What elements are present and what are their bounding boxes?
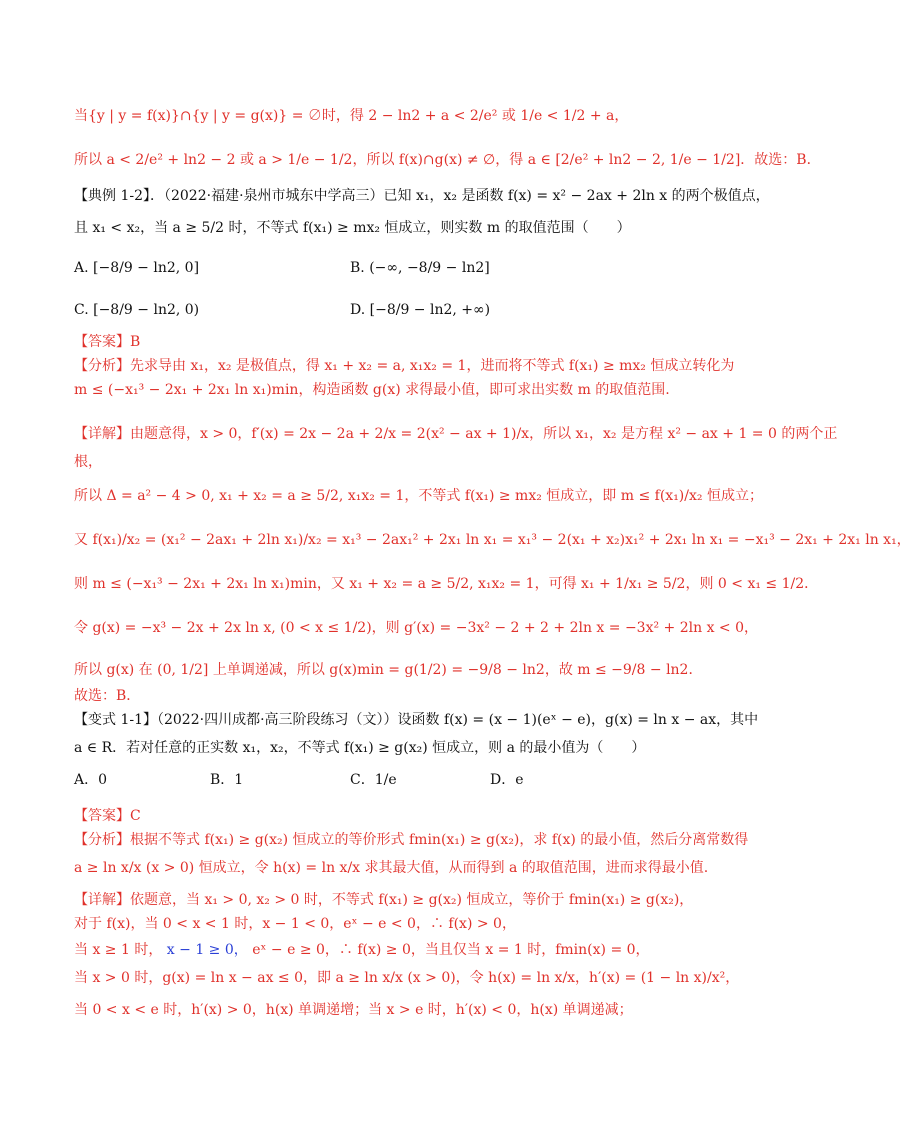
option-c: C. [−8/9 − ln2, 0) — [74, 302, 200, 318]
option-d: D. [−8/9 − ln2, +∞) — [350, 302, 491, 318]
detail-2-line-3-part-b: eˣ − e ≥ 0，∴ f(x) ≥ 0，当且仅当 x = 1 时，fmin(x) = 0， — [252, 942, 650, 958]
example-1-2-question: 且 x₁ < x₂，当 a ≥ 5/2 时，不等式 f(x₁) ≥ mx₂ 恒成立，则实数 m 的取值范围（ ） — [74, 220, 631, 236]
detail-2-line-4: 当 x > 0 时，g(x) = ln x − ax ≤ 0，即 a ≥ ln x/x (x > 0)，令 h(x) = ln x/x，h′(x) = (1 − ln x)/x²， — [74, 970, 740, 986]
detail-1-line-3: 所以 Δ = a² − 4 > 0, x₁ + x₂ = a ≥ 5/2, x₁x₂ = 1，不等式 f(x₁) ≥ mx₂ 恒成立，即 m ≤ f(x₁)/x₂ 恒成立； — [74, 488, 763, 504]
detail-1-line-7: 所以 g(x) 在 (0, 1/2] 上单调递减，所以 g(x)min = g(1/2) = −9/8 − ln2，故 m ≤ −9/8 − ln2． — [74, 662, 703, 678]
option-a: A．0 — [74, 772, 108, 788]
detail-1-line-5: 则 m ≤ (−x₁³ − 2x₁ + 2x₁ ln x₁)min，又 x₁ + x₂ = a ≥ 5/2, x₁x₂ = 1，可得 x₁ + 1/x₁ ≥ 5/2，则 0 < x₁ ≤ 1/2． — [74, 576, 819, 592]
analysis-2-line-1: 【分析】根据不等式 f(x₁) ≥ g(x₂) 恒成立的等价形式 fmin(x₁) ≥ g(x₂)，求 f(x) 的最小值，然后分离常数得 — [74, 832, 749, 848]
variation-1-1-question: a ∈ R．若对任意的正实数 x₁，x₂，不等式 f(x₁) ≥ g(x₂) 恒成立，则 a 的最小值为（ ） — [74, 740, 646, 756]
detail-2-line-3-part-a: 当 x ≥ 1 时， — [74, 942, 163, 958]
analysis-2-line-2: a ≥ ln x/x (x > 0) 恒成立，令 h(x) = ln x/x 求其最大值，从而得到 a 的取值范围，进而求得最小值. — [74, 860, 709, 876]
analysis-1-line-1: 【分析】先求导由 x₁，x₂ 是极值点，得 x₁ + x₂ = a, x₁x₂ = 1，进而将不等式 f(x₁) ≥ mx₂ 恒成立转化为 — [74, 358, 735, 374]
detail-1-line-2: 根， — [74, 454, 102, 470]
text-line-2: 所以 a < 2/e² + ln2 − 2 或 a > 1/e − 1/2，所以 f(x)∩g(x) ≠ ∅，得 a ∈ [2/e² + ln2 − 2, 1/e − 1/2]．故选：B． — [74, 152, 821, 168]
answer-2: 【答案】C — [74, 808, 141, 824]
detail-1-line-4: 又 f(x₁)/x₂ = (x₁² − 2ax₁ + 2ln x₁)/x₂ = x₁³ − 2ax₁² + 2x₁ ln x₁ = x₁³ − 2(x₁ + x₂)x₁² + 2x₁ ln x₁ = −x₁³ − 2x₁ + 2x₁ ln x₁， — [74, 532, 911, 548]
option-b: B. (−∞, −8/9 − ln2] — [350, 260, 490, 276]
detail-2-line-5: 当 0 < x < e 时，h′(x) > 0，h(x) 单调递增；当 x > e 时，h′(x) < 0，h(x) 单调递减； — [74, 1002, 633, 1018]
analysis-1-line-2: m ≤ (−x₁³ − 2x₁ + 2x₁ ln x₁)min，构造函数 g(x) 求得最小值，即可求出实数 m 的取值范围. — [74, 382, 670, 398]
variation-1-1-heading: 【变式 1-1】（2022·四川成都·高三阶段练习（文））设函数 f(x) = (x − 1)(eˣ − e)，g(x) = ln x − ax，其中 — [74, 712, 759, 728]
detail-1-line-1: 【详解】由题意得，x > 0，f′(x) = 2x − 2a + 2/x = 2(x² − ax + 1)/x，所以 x₁，x₂ 是方程 x² − ax + 1 = 0 的两个正 — [74, 426, 838, 442]
detail-2-line-2: 对于 f(x)，当 0 < x < 1 时，x − 1 < 0，eˣ − e < 0，∴ f(x) > 0， — [74, 916, 516, 932]
option-d: D．e — [490, 772, 524, 788]
option-c: C．1/e — [350, 772, 397, 788]
option-a: A. [−8/9 − ln2, 0] — [74, 260, 200, 276]
detail-1-line-6: 令 g(x) = −x³ − 2x + 2x ln x, (0 < x ≤ 1/2)，则 g′(x) = −3x² − 2 + 2 + 2ln x = −3x² + 2ln x < 0， — [74, 620, 759, 636]
text-line-1: 当{y | y = f(x)}∩{y | y = g(x)} = ∅时，得 2 − ln2 + a < 2/e² 或 1/e < 1/2 + a， — [74, 108, 629, 124]
answer-1: 【答案】B — [74, 334, 141, 350]
option-b: B．1 — [210, 772, 244, 788]
detail-2-line-3-highlight: x − 1 ≥ 0， — [166, 942, 248, 958]
detail-2-line-3 — [74, 940, 740, 960]
detail-1-conclusion: 故选：B． — [74, 688, 141, 704]
example-1-2-heading: 【典例 1-2】．（2022·福建·泉州市城东中学高三）已知 x₁，x₂ 是函数 f(x) = x² − 2ax + 2ln x 的两个极值点， — [74, 188, 770, 204]
detail-2-line-1: 【详解】依题意，当 x₁ > 0, x₂ > 0 时，不等式 f(x₁) ≥ g(x₂) 恒成立，等价于 fmin(x₁) ≥ g(x₂)， — [74, 892, 694, 908]
